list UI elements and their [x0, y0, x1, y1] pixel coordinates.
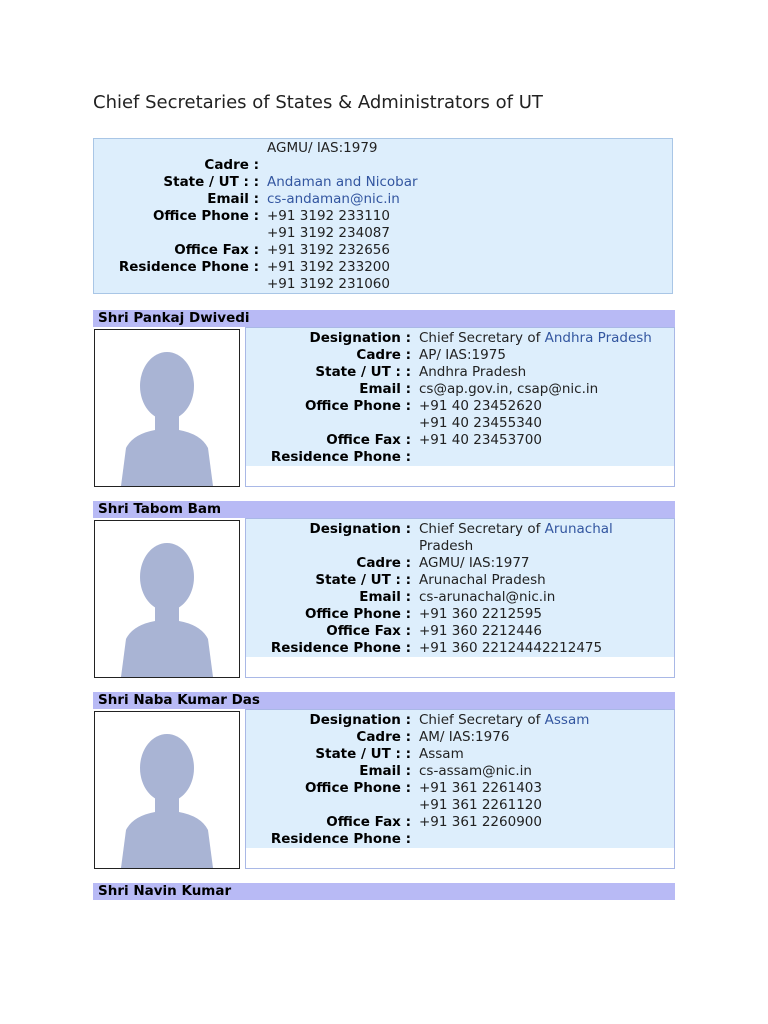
person-info-box: [245, 327, 675, 487]
cadre-value: AP/ IAS:1975: [419, 347, 506, 363]
field-label: State / UT : :: [315, 572, 411, 588]
person-card: [93, 692, 675, 870]
top-row-4-value: +91 3192 233110: [267, 208, 390, 224]
person-info-box: [245, 709, 675, 869]
state-ut-link[interactable]: Andhra Pradesh: [419, 364, 527, 380]
email-link[interactable]: cs@ap.gov.in, csap@nic.in: [419, 381, 599, 397]
top-row-4-label: Office Phone :: [152, 208, 259, 224]
office-fax-value: +91 361 2260900: [419, 814, 542, 830]
office-fax-value: +91 360 2212446: [419, 623, 542, 639]
top-row-2-label: State / UT : :: [163, 174, 259, 190]
top-row-7-value: +91 3192 233200: [267, 259, 390, 275]
top-email-link[interactable]: cs-andaman@nic.in: [267, 191, 400, 207]
office-phone-value: +91 361 2261120: [419, 797, 542, 813]
person-card: [93, 310, 675, 488]
state-link[interactable]: Arunachal: [544, 521, 613, 537]
office-phone-value: +91 360 2212595: [419, 606, 542, 622]
person-silhouette-icon: [94, 329, 240, 487]
field-label: State / UT : :: [315, 746, 411, 762]
field-label: Residence Phone :: [270, 640, 411, 656]
top-row-6-value: +91 3192 232656: [267, 242, 390, 258]
cadre-value: AGMU/ IAS:1977: [419, 555, 530, 571]
field-label: Designation :: [309, 712, 411, 728]
top-row-8-value: +91 3192 231060: [267, 276, 390, 292]
field-label: Office Phone :: [304, 606, 411, 622]
state-ut-link[interactable]: Arunachal Pradesh: [419, 572, 546, 588]
person-name: Shri Navin Kumar: [93, 883, 675, 900]
office-fax-value: +91 40 23453700: [419, 432, 542, 448]
field-label: Designation :: [309, 521, 411, 537]
field-label: Designation :: [309, 330, 411, 346]
field-label: Email :: [359, 589, 411, 605]
cadre-value: AM/ IAS:1976: [419, 729, 510, 745]
state-link[interactable]: Andhra Pradesh: [544, 330, 652, 346]
field-label: Email :: [359, 381, 411, 397]
field-label: Cadre :: [356, 555, 411, 571]
field-label: Office Phone :: [304, 398, 411, 414]
top-info-card: [93, 138, 673, 294]
field-label: Email :: [359, 763, 411, 779]
field-label: Cadre :: [356, 347, 411, 363]
email-link[interactable]: cs-arunachal@nic.in: [419, 589, 556, 605]
state-ut-link[interactable]: Assam: [419, 746, 464, 762]
field-label: State / UT : :: [315, 364, 411, 380]
person-card: [93, 883, 675, 903]
state-link-continued[interactable]: Pradesh: [419, 538, 474, 554]
designation-value: Chief Secretary of Arunachal: [419, 521, 613, 537]
field-label: Office Fax :: [326, 623, 411, 639]
top-row-7-label: Residence Phone :: [118, 259, 259, 275]
state-link[interactable]: Assam: [544, 712, 590, 728]
field-label: Office Fax :: [326, 814, 411, 830]
office-phone-value: +91 361 2261403: [419, 780, 542, 796]
designation-value: Chief Secretary of Andhra Pradesh: [419, 330, 652, 346]
top-row-0-label: [94, 140, 259, 157]
person-card: [93, 501, 675, 679]
top-row-6-label: Office Fax :: [174, 242, 259, 258]
field-label: Residence Phone :: [270, 449, 411, 465]
top-row-1-label: Cadre :: [204, 157, 259, 173]
person-name: Shri Pankaj Dwivedi: [93, 310, 675, 327]
office-phone-value: +91 40 23455340: [419, 415, 542, 431]
person-name: Shri Tabom Bam: [93, 501, 675, 518]
field-label: Cadre :: [356, 729, 411, 745]
office-phone-value: +91 40 23452620: [419, 398, 542, 414]
top-row-8-label: [94, 276, 259, 293]
person-silhouette-icon: [94, 520, 240, 678]
field-label: Residence Phone :: [270, 831, 411, 847]
top-row-0-value: AGMU/ IAS:1979: [267, 140, 378, 156]
field-label: Office Fax :: [326, 432, 411, 448]
field-label: Office Phone :: [304, 780, 411, 796]
person-name: Shri Naba Kumar Das: [93, 692, 675, 709]
email-link[interactable]: cs-assam@nic.in: [419, 763, 532, 779]
person-info-box: [245, 518, 675, 678]
top-state-link[interactable]: Andaman and Nicobar: [267, 174, 418, 190]
top-row-3-label: Email :: [207, 191, 259, 207]
top-row-5-label: [94, 225, 259, 242]
page-title: Chief Secretaries of States & Administrators of UT: [93, 92, 543, 113]
top-row-5-value: +91 3192 234087: [267, 225, 390, 241]
residence-phone-value: +91 360 22124442212475: [419, 640, 603, 656]
person-silhouette-icon: [94, 711, 240, 869]
designation-value: Chief Secretary of Assam: [419, 712, 590, 728]
